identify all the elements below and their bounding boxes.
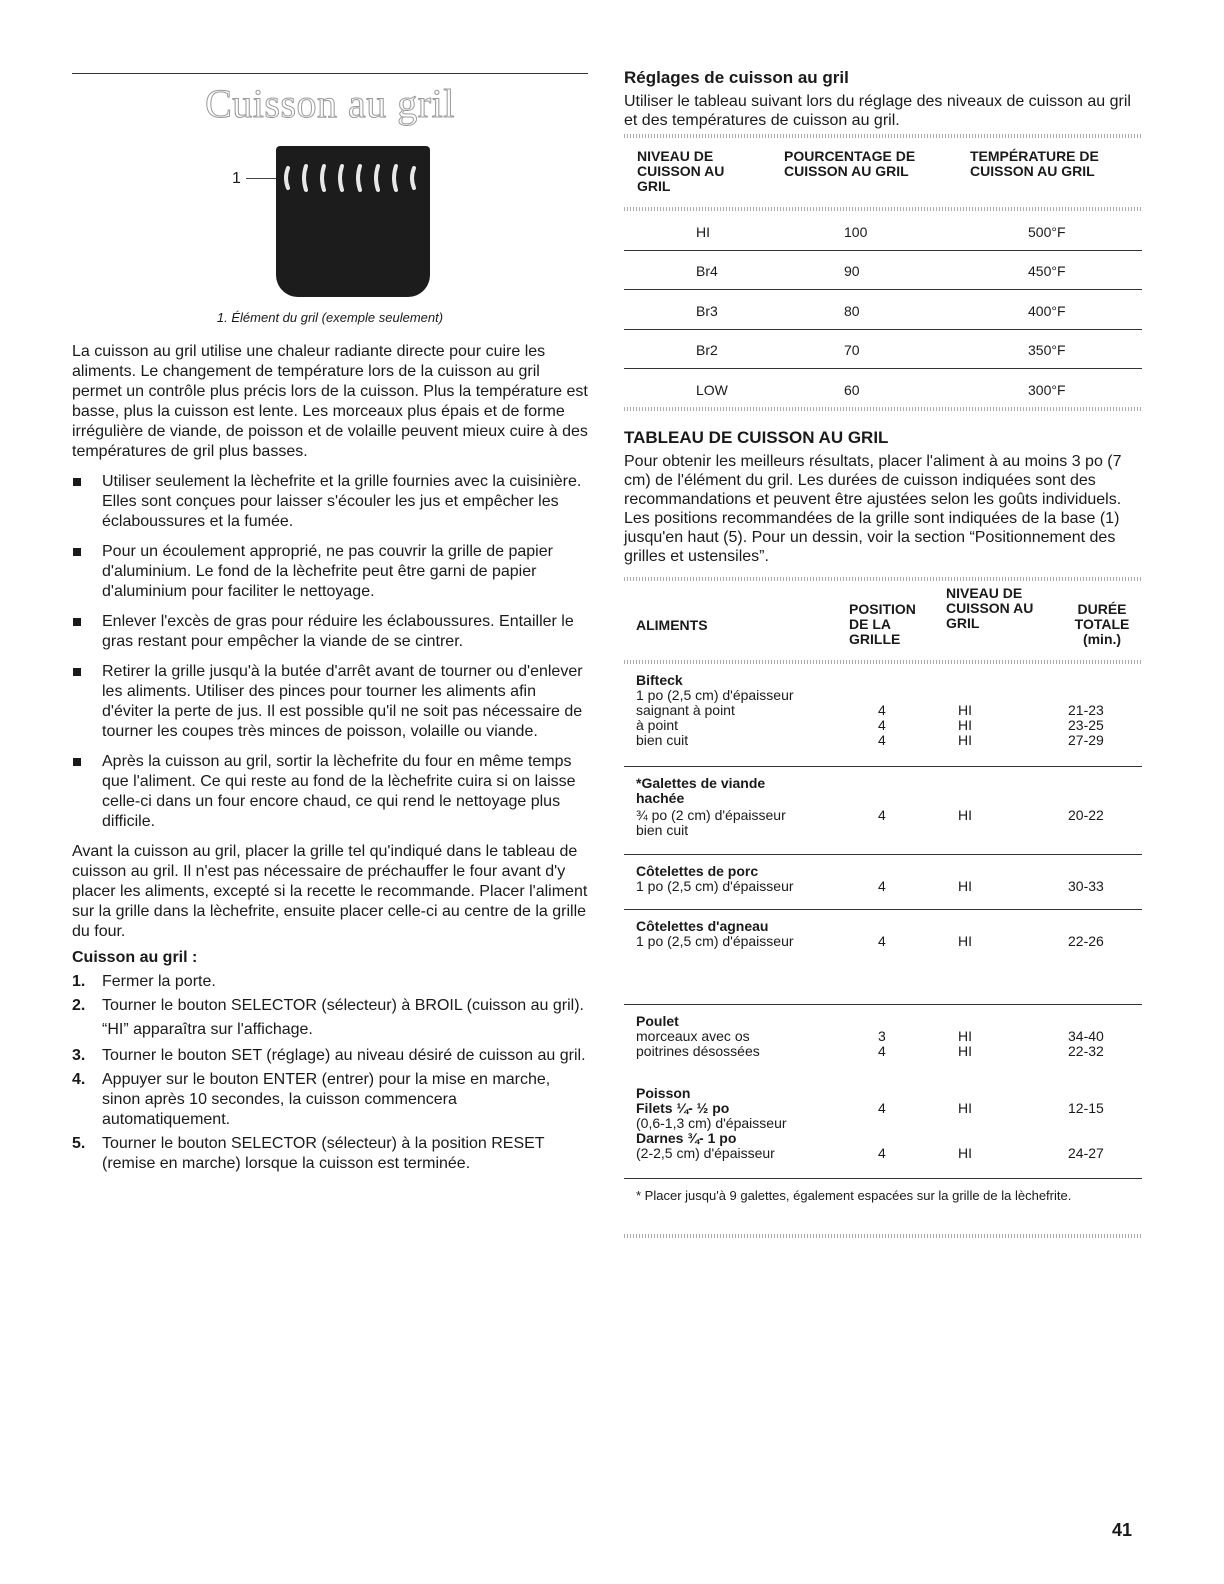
food-group: Bifteck 1 po (2,5 cm) d'épaisseur saignant à point 4 HI 21-23 à point 4 HI 23-25 bien cuit 4 HI 27-29 [636, 672, 1104, 748]
chart-intro: Pour obtenir les meilleurs résultats, placer l'aliment à au moins 3 po (7 cm) de l'élément du gril. Les durées de cuisson indiquées sont des recommandations et peuvent être ajustées selon les goûts individuels. Les positions recommandées de la grille sont indiquées de la base (1) jusqu'en haut (5). Pour un dessin, voir la section “Positionnement des grilles et ustensiles”. [624, 453, 1122, 565]
step-item: 4. Appuyer sur le bouton ENTER (entrer) pour la mise en marche, sinon après 10 secondes, la cuisson commencera automatiquement. [72, 1071, 551, 1128]
stipple-rule [624, 577, 1142, 581]
step-note: “HI” apparaîtra sur l'affichage. [102, 1021, 313, 1038]
intro-paragraph: La cuisson au gril utilise une chaleur radiante directe pour cuire les aliments. Le changement de température lors de la cuisson au gril permet un contrôle plus précis lors de la cuisson. Plus la température est basse, plus la cuisson est lente. Les morceaux plus épais et de forme irrégulière de viande, de poisson et de volaille peuvent mieux cuire à des températures de gril plus basses. [72, 343, 588, 460]
row-divider [624, 289, 1142, 290]
row-divider [624, 368, 1142, 369]
bullet-item: Après la cuisson au gril, sortir la lèchefrite du four en même temps que l'aliment. Ce qui reste au fond de la lèchefrite cuira si on laisse celle-ci dans un four encore chaud, ce qui rend le nettoyage plus difficile. [72, 752, 588, 832]
settings-row: Br2 70 350°F [696, 342, 1066, 358]
row-divider [624, 854, 1142, 855]
stipple-rule [624, 207, 1142, 211]
broil-element-icon [276, 146, 430, 297]
food-group: ¾ po (2 cm) d'épaisseur 4 HI 20-22 bien cuit [636, 807, 1104, 838]
settings-header: TEMPÉRATURE DE CUISSON AU GRIL [970, 148, 1099, 179]
food-group-title: *Galettes de viande hachée [636, 775, 766, 806]
step-item: 1. Fermer la porte. [72, 973, 216, 990]
bullet-item: Utiliser seulement la lèchefrite et la grille fournies avec la cuisinière. Elles sont conçues pour laisser s'écouler les jus et empêcher les éclaboussures et la fumée. [72, 472, 588, 532]
settings-row: LOW 60 300°F [696, 382, 1066, 398]
callout-number: 1 [232, 170, 241, 187]
settings-header: POURCENTAGE DE CUISSON AU GRIL [784, 148, 916, 179]
steps-list [72, 972, 588, 1174]
bullet-list [72, 472, 588, 832]
settings-title: Réglages de cuisson au gril [624, 68, 849, 87]
row-divider [624, 766, 1142, 767]
figure-caption: 1. Élément du gril (exemple seulement) [216, 310, 444, 325]
chart-header: NIVEAU DE CUISSON AU GRIL [946, 585, 1034, 631]
row-divider [624, 1004, 1142, 1005]
bullet-item: Pour un écoulement approprié, ne pas couvrir la grille de papier d'aluminium. Le fond de la lèchefrite peut être garni de papier d'aluminium pour faciliter le nettoyage. [72, 542, 588, 602]
chart-title: TABLEAU DE CUISSON AU GRIL [624, 428, 889, 447]
settings-row: HI 100 500°F [696, 224, 1066, 240]
bullet-item: Enlever l'excès de gras pour réduire les éclaboussures. Entailler le gras restant pour empêcher la viande de se cintrer. [72, 612, 588, 652]
page-number: 41 [1112, 1520, 1133, 1540]
settings-row: Br4 90 450°F [696, 263, 1066, 279]
row-divider [624, 1178, 1142, 1179]
step-item: 2. Tourner le bouton SELECTOR (sélecteur) à BROIL (cuisson au gril). [72, 997, 584, 1014]
food-group: Poisson Filets ¼- ½ po 4 HI 12-15 (0,6-1,3 cm) d'épaisseur Darnes ¾- 1 po (2-2,5 cm) d'épaisseur 4 HI 24-27 [636, 1085, 1104, 1161]
top-rule [72, 73, 588, 74]
chart-header: POSITION DE LA GRILLE [849, 601, 916, 647]
step-item: 5. Tourner le bouton SELECTOR (sélecteur) à la position RESET (remise en marche) lorsque la cuisson est terminée. [72, 1135, 545, 1172]
food-group: Côtelettes d'agneau 1 po (2,5 cm) d'épaisseur 4 HI 22-26 [636, 918, 1104, 949]
stipple-rule [624, 407, 1142, 411]
settings-row: Br3 80 400°F [696, 303, 1066, 319]
bullet-item: Retirer la grille jusqu'à la butée d'arrêt avant de tourner ou d'enlever les aliments. Utiliser des pinces pour tourner les aliments afin d'éviter la perte de jus. Il est possible qu'il ne soit pas nécessaire de tourner les coupes très minces de poisson, volaille ou viande. [72, 662, 588, 742]
chart-header: ALIMENTS [636, 617, 708, 633]
left-text [72, 342, 588, 1178]
broil-element-illustration [276, 146, 430, 297]
before-paragraph: Avant la cuisson au gril, placer la grille tel qu'indiqué dans le tableau de cuisson au gril. Il n'est pas nécessaire de préchauffer le four avant d'y placer les aliments, excepté si la recette le recommande. Placer l'aliment sur la grille dans la lèchefrite, ensuite placer celle-ci au centre de la grille du four. [72, 843, 588, 940]
food-group: Poulet morceaux avec os 3 HI 34-40 poitrines désossées 4 HI 22-32 [636, 1013, 1104, 1059]
footnote: * Placer jusqu'à 9 galettes, également espacées sur la grille de la lèchefrite. [636, 1188, 1072, 1203]
stipple-rule [624, 660, 1142, 664]
food-group: Côtelettes de porc 1 po (2,5 cm) d'épaisseur 4 HI 30-33 [636, 863, 1104, 894]
stipple-rule [624, 1234, 1142, 1238]
chart-header: DURÉE TOTALE (min.) [1074, 601, 1130, 647]
step-item: 3. Tourner le bouton SET (réglage) au niveau désiré de cuisson au gril. [72, 1047, 586, 1064]
page-title: Cuisson au gril [205, 81, 455, 126]
settings-header: NIVEAU DE CUISSON AU GRIL [637, 148, 725, 194]
row-divider [624, 909, 1142, 910]
stipple-rule [624, 134, 1142, 138]
settings-intro: Utiliser le tableau suivant lors du réglage des niveaux de cuisson au gril et des températures de cuisson au gril. [624, 93, 1131, 129]
steps-title: Cuisson au gril : [72, 949, 198, 966]
